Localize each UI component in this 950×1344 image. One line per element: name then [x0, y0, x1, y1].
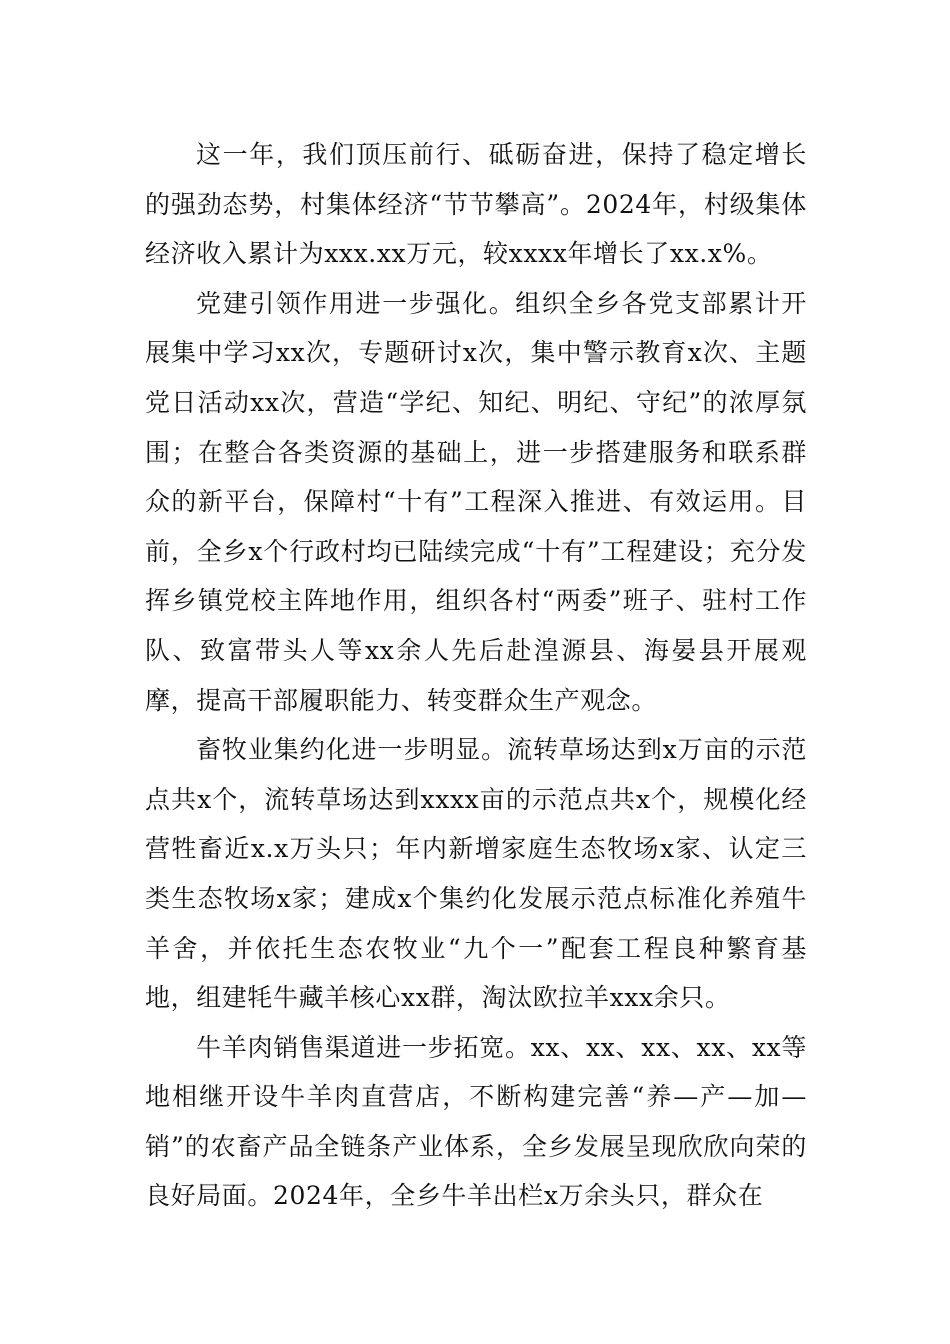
paragraph-party-building: 党建引领作用进一步强化。组织全乡各党支部累计开展集中学习xx次，专题研讨x次，集中警示教育x次、主题党日活动xx次，营造“学纪、知纪、明纪、守纪”的浓厚氛围；在整合各类资源的基础上，进一步搭建服务和联系群众的新平台，保障村“十有”工程深入推进、有效运用。目前，全乡x个行政村均已陆续完成“十有”工程建设；充分发挥乡镇党校主阵地作用，组织各村“两委”班子、驻村工作队、致富带头人等xx余人先后赴湟源县、海晏县开展观摩，提高干部履职能力、转变群众生产观念。 — [145, 288, 807, 715]
document-body — [145, 130, 807, 1221]
paragraph-livestock: 畜牧业集约化进一步明显。流转草场达到x万亩的示范点共x个，流转草场达到xxxx亩的示范点共x个，规模化经营牲畜近x.x万头只；年内新增家庭生态牧场x家、认定三类生态牧场x家；建成x个集约化发展示范点标准化养殖牛羊舍，并依托生态农牧业“九个一”配套工程良种繁育基地，组建牦牛藏羊核心xx群，淘汰欧拉羊xxx余只。 — [145, 735, 807, 1013]
paragraph-sales-channels: 牛羊肉销售渠道进一步拓宽。xx、xx、xx、xx、xx等地相继开设牛羊肉直营店，不断构建完善“养—产—加—销”的农畜产品全链条产业体系，全乡发展呈现欣欣向荣的良好局面。2024年，全乡牛羊出栏x万余头只，群众在 — [145, 1032, 807, 1211]
paragraph-intro: 这一年，我们顶压前行、砥砺奋进，保持了稳定增长的强劲态势，村集体经济“节节攀高”。2024年，村级集体经济收入累计为xxx.xx万元，较xxxx年增长了xx.x%。 — [145, 140, 807, 269]
